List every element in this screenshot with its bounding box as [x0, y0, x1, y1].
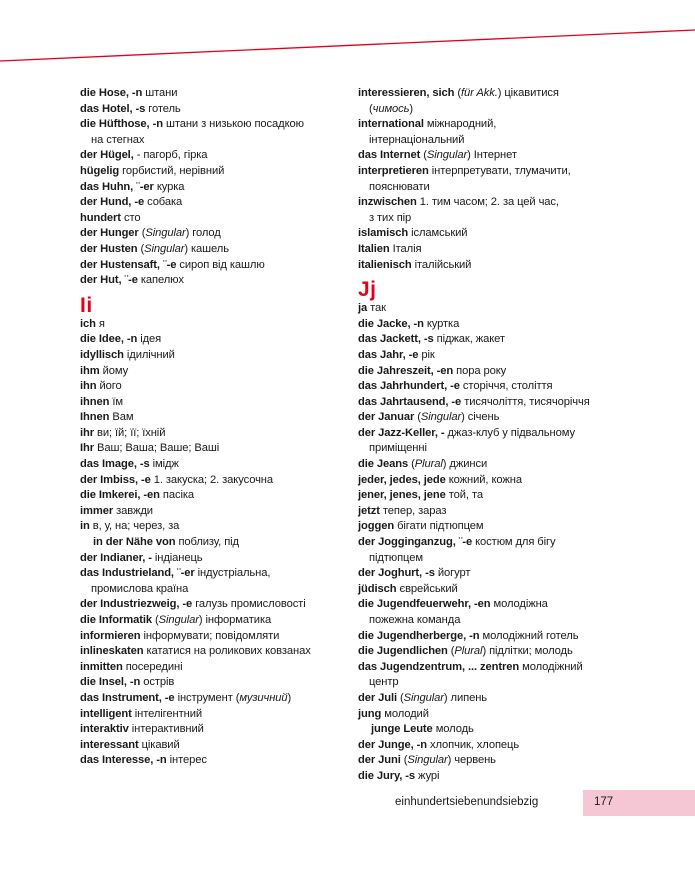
translation: (	[369, 102, 373, 115]
translation: Інтернет	[470, 149, 517, 162]
dictionary-entry	[80, 317, 352, 333]
dictionary-entry	[80, 364, 352, 380]
translation: бігати підтюпцем	[394, 520, 484, 533]
headword: die Hüfthose, -n	[80, 118, 163, 131]
paren: (	[454, 87, 461, 99]
entry-continuation	[358, 180, 658, 196]
entry-continuation	[80, 582, 352, 598]
headword: die Hose, -n	[80, 87, 143, 99]
headword: international	[358, 118, 424, 131]
headword: die Jugendlichen	[358, 645, 448, 658]
translation: 1. закуска; 2. закусочна	[150, 473, 273, 486]
headword: inmitten	[80, 660, 123, 673]
translation: піджак, жакет	[433, 333, 505, 346]
page-number-word: einhundertsiebenundsiebzig	[395, 796, 539, 808]
translation: інтерактивний	[128, 723, 204, 736]
letter-heading: Ii	[80, 293, 93, 317]
dictionary-entry	[80, 211, 352, 227]
dictionary-entry	[358, 410, 658, 426]
dictionary-entry	[358, 597, 658, 613]
entry-continuation	[358, 211, 658, 227]
headword: in	[80, 520, 90, 533]
translation: - пагорб, гірка	[133, 149, 208, 162]
paren: )	[443, 691, 448, 704]
translation: червень	[451, 754, 496, 767]
dictionary-entry	[358, 566, 658, 582]
grammar-note: Singular	[426, 149, 468, 162]
translation: на стегнах	[91, 133, 145, 146]
paren: (	[151, 614, 159, 626]
translation: журі	[415, 769, 440, 782]
headword: die Idee, -n	[80, 333, 138, 346]
headword: die Insel, -n	[80, 676, 141, 689]
headword: jener, jenes, jene	[358, 489, 446, 502]
translation: пасіка	[159, 489, 194, 502]
headword: das Jahrhundert, -e	[358, 380, 460, 393]
translation: готель	[145, 102, 181, 115]
grammar-note: Singular	[407, 754, 448, 767]
translation: молодь	[432, 723, 474, 736]
headword: intelligent	[80, 707, 132, 720]
dictionary-entry	[358, 504, 658, 520]
dictionary-entry	[80, 613, 352, 629]
dictionary-entry	[358, 660, 658, 676]
dictionary-entry	[80, 707, 352, 723]
paren: (	[447, 645, 455, 658]
translation: йому	[99, 364, 129, 377]
dictionary-entry	[358, 519, 658, 535]
headword: das Jugendzentrum, ... zentren	[358, 660, 520, 673]
translation: імідж	[149, 458, 179, 471]
headword: Ihr	[80, 442, 94, 455]
headword: interaktiv	[80, 723, 129, 736]
dictionary-entry	[358, 242, 658, 258]
translation: сироп від кашлю	[176, 258, 265, 271]
dictionary-entry	[80, 753, 352, 769]
translation: інформатика	[202, 614, 272, 626]
translation: штани з низькою посадкою	[162, 118, 304, 131]
headword: interessant	[80, 738, 139, 751]
headword: der Junge, -n	[358, 738, 427, 751]
headword: der Juni	[358, 754, 401, 767]
translation: я	[95, 317, 105, 330]
translation: посередині	[122, 660, 183, 673]
translation: 1. тим часом; 2. за цей час,	[416, 196, 559, 209]
translation: з тих пір	[369, 211, 412, 224]
translation: їм	[109, 395, 123, 408]
translation: ісламський	[408, 227, 468, 240]
headword: ihn	[80, 380, 97, 393]
dictionary-entry	[80, 629, 352, 645]
dictionary-entry	[80, 504, 352, 520]
dictionary-entry	[358, 348, 658, 364]
headword: Ihnen	[80, 411, 110, 424]
grammar-note: Plural	[414, 458, 443, 471]
paren: (	[420, 149, 427, 162]
dictionary-entry	[80, 148, 352, 164]
paren: )	[185, 227, 190, 240]
grammar-note: Singular	[144, 242, 185, 255]
dictionary-entry	[80, 691, 352, 707]
translation: молодіжний	[519, 660, 583, 673]
headword: in der Nähe von	[93, 536, 176, 549]
translation: пояснювати	[369, 180, 430, 193]
grammar-note: Singular	[158, 614, 199, 626]
dictionary-entry	[80, 180, 352, 196]
headword: Italien	[358, 242, 390, 255]
translation: галузь промисловості	[192, 598, 306, 611]
dictionary-entry	[358, 629, 658, 645]
headword: die Jugendherberge, -n	[358, 629, 480, 642]
translation: цікавий	[138, 738, 180, 751]
translation: пора року	[453, 364, 507, 377]
headword: hundert	[80, 211, 121, 224]
translation: інтерес	[166, 754, 207, 767]
translation: куртка	[423, 317, 460, 330]
headword: der Imbiss, -e	[80, 473, 151, 486]
headword: die Jeans	[358, 458, 409, 471]
dictionary-entry	[80, 410, 352, 426]
dictionary-entry	[80, 379, 352, 395]
dictionary-entry	[358, 473, 658, 489]
headword: der Hut, ¨-e	[80, 274, 138, 287]
translation: інтернаціональний	[369, 133, 465, 146]
headword: hügelig	[80, 164, 120, 177]
dictionary-entry	[358, 226, 658, 242]
dictionary-entry	[80, 441, 352, 457]
translation: інтерпретувати, тлумачити,	[428, 164, 571, 177]
translation: кататися на роликових ковзанах	[143, 645, 311, 658]
translation: інформувати; повідомляти	[140, 629, 280, 642]
dictionary-entry	[358, 148, 658, 164]
dictionary-entry	[80, 597, 352, 613]
dictionary-entry	[80, 488, 352, 504]
paren: )	[198, 614, 203, 626]
headword: das Jackett, -s	[358, 333, 434, 346]
dictionary-entry	[80, 519, 352, 535]
headword: das Industrieland, ¨-er	[80, 567, 195, 580]
paren: )	[482, 645, 487, 658]
translation: кожний, кожна	[445, 473, 522, 486]
paren: (	[397, 691, 404, 704]
dictionary-entry	[80, 164, 352, 180]
dictionary-entry	[80, 86, 352, 102]
dictionary-entry	[358, 395, 658, 411]
headword: die Jacke, -n	[358, 317, 424, 330]
translation: острів	[140, 676, 175, 689]
dictionary-entry	[80, 738, 352, 754]
headword: ihr	[80, 426, 94, 439]
translation: курка	[153, 180, 185, 193]
headword: joggen	[358, 520, 395, 533]
headword: der Januar	[358, 411, 415, 424]
translation: пожежна команда	[369, 614, 461, 626]
headword: die Jury, -s	[358, 769, 416, 782]
dictionary-entry	[358, 364, 658, 380]
translation: цікавитися	[501, 87, 559, 99]
paren: )	[461, 411, 465, 424]
dictionary-entry	[358, 195, 658, 211]
translation: йогурт	[434, 567, 471, 580]
translation: хлопчик, хлопець	[426, 738, 520, 751]
headword: das Instrument, -e	[80, 691, 175, 704]
dictionary-entry	[358, 769, 658, 785]
dictionary-entry	[358, 738, 658, 754]
dictionary-entry	[80, 258, 352, 274]
paren: )	[497, 87, 502, 99]
translation: костюм для бігу	[472, 536, 556, 549]
dictionary-entry	[80, 226, 352, 242]
headword: jetzt	[358, 504, 380, 517]
entry-continuation	[358, 133, 658, 149]
headword: junge Leute	[371, 723, 433, 736]
translation: індіанець	[151, 551, 203, 564]
decorative-red-line	[0, 0, 695, 62]
translation: завжди	[113, 504, 153, 517]
translation: тисячоліття, тисячоріччя	[461, 395, 590, 408]
translation: ідея	[137, 333, 162, 346]
paren: )	[442, 458, 447, 471]
headword: der Husten	[80, 242, 138, 255]
headword: immer	[80, 504, 114, 517]
translation: тепер, зараз	[379, 504, 447, 517]
headword: interpretieren	[358, 164, 429, 177]
usage-note: музичний	[239, 691, 288, 704]
dictionary-entry	[358, 582, 658, 598]
translation: італійський	[411, 258, 472, 271]
headword: der Hund, -e	[80, 196, 145, 209]
entry-continuation	[358, 441, 658, 457]
dictionary-entry	[80, 117, 352, 133]
translation: молодіжна	[490, 598, 548, 611]
translation: кашель	[187, 242, 229, 255]
translation: джаз-клуб у підвальному	[444, 426, 575, 439]
sub-entry	[358, 722, 658, 738]
dictionary-entry	[358, 707, 658, 723]
headword: italienisch	[358, 258, 412, 271]
sub-entry	[80, 535, 352, 551]
paren: (	[138, 227, 146, 240]
grammar-note: Singular	[420, 411, 462, 424]
grammar-note: Plural	[454, 645, 483, 658]
headword: ich	[80, 317, 96, 330]
dictionary-entry	[80, 722, 352, 738]
dictionary-entry	[358, 535, 658, 551]
dictionary-entry	[80, 473, 352, 489]
paren: (	[400, 754, 408, 767]
translation: інтелігентний	[131, 707, 203, 720]
dictionary-entry	[358, 301, 658, 317]
headword: der Jogginganzug, ¨-e	[358, 536, 473, 549]
dictionary-entry	[358, 86, 658, 102]
usage-note: чимось	[372, 102, 410, 115]
translation: собака	[144, 196, 183, 209]
dictionary-entry	[80, 551, 352, 567]
grammar-note: Singular	[145, 227, 186, 240]
headword: jung	[358, 707, 382, 720]
translation: січень	[464, 411, 500, 424]
dictionary-entry	[80, 195, 352, 211]
headword: der Indianer, -	[80, 551, 152, 564]
dictionary-entry	[80, 675, 352, 691]
translation: міжнародний,	[423, 118, 497, 131]
headword: das Internet	[358, 149, 421, 162]
dictionary-entry	[358, 457, 658, 473]
headword: die Informatik	[80, 614, 152, 626]
translation: Ваш; Ваша; Ваше; Ваші	[94, 442, 220, 455]
entry-continuation	[358, 613, 658, 629]
headword: der Hügel,	[80, 149, 134, 162]
headword: das Jahrtausend, -e	[358, 395, 462, 408]
headword: inzwischen	[358, 196, 417, 209]
translation: центр	[369, 676, 399, 689]
dictionary-entry	[80, 395, 352, 411]
translation: промислова країна	[91, 582, 189, 595]
dictionary-entry	[80, 273, 352, 289]
headword: informieren	[80, 629, 141, 642]
dictionary-entry	[358, 258, 658, 274]
paren: )	[184, 242, 188, 255]
dictionary-entry	[80, 660, 352, 676]
dictionary-entry	[358, 753, 658, 769]
paren: (	[408, 458, 415, 471]
dictionary-entry	[358, 164, 658, 180]
translation: голод	[189, 227, 221, 240]
right-column	[358, 86, 658, 785]
headword: ihm	[80, 364, 100, 377]
translation: в, у, на; через, за	[89, 520, 180, 533]
headword: jeder, jedes, jede	[358, 473, 446, 486]
translation: Вам	[109, 411, 134, 424]
headword: der Hunger	[80, 227, 139, 240]
page-number: 177	[594, 796, 614, 808]
translation: штани	[142, 87, 178, 99]
dictionary-entry	[80, 332, 352, 348]
headword: jüdisch	[358, 582, 397, 595]
dictionary-entry	[80, 644, 352, 660]
translation: джинси	[446, 458, 488, 471]
translation: приміщенні	[369, 442, 427, 455]
translation: ви; їй; її; їхній	[94, 426, 166, 439]
headword: die Jahreszeit, -en	[358, 364, 454, 377]
entry-continuation	[80, 133, 352, 149]
paren: (	[414, 411, 421, 424]
dictionary-entry	[80, 348, 352, 364]
headword: das Hotel, -s	[80, 102, 146, 115]
grammar-note: für Akk.	[461, 87, 498, 99]
headword: das Image, -s	[80, 458, 150, 471]
headword: der Industriezweig, -e	[80, 598, 193, 611]
dictionary-entry	[80, 426, 352, 442]
translation: інструмент (	[174, 691, 240, 704]
headword: der Hustensaft, ¨-e	[80, 258, 177, 271]
translation: ідилічний	[123, 348, 175, 361]
entry-continuation	[358, 102, 658, 118]
headword: der Joghurt, -s	[358, 567, 435, 580]
translation: молодий	[381, 707, 429, 720]
translation: його	[96, 380, 122, 393]
translation: липень	[447, 691, 488, 704]
translation: сторіччя, століття	[459, 380, 553, 393]
headword: ihnen	[80, 395, 110, 408]
headword: islamisch	[358, 227, 409, 240]
entry-continuation	[358, 551, 658, 567]
dictionary-entry	[358, 644, 658, 660]
translation: підтюпцем	[369, 551, 423, 564]
paren: )	[287, 691, 292, 704]
headword: das Interesse, -n	[80, 754, 167, 767]
dictionary-entry	[358, 488, 658, 504]
translation: горбистий, нерівний	[119, 164, 225, 177]
entry-continuation	[358, 675, 658, 691]
dictionary-entry	[80, 566, 352, 582]
headword: ja	[358, 302, 368, 315]
translation: Італія	[389, 242, 422, 255]
translation: сто	[120, 211, 141, 224]
headword: idyllisch	[80, 348, 124, 361]
dictionary-entry	[80, 242, 352, 258]
headword: die Jugendfeuerwehr, -en	[358, 598, 491, 611]
dictionary-entry	[358, 332, 658, 348]
translation: так	[367, 302, 386, 315]
left-column	[80, 86, 352, 769]
headword: die Imkerei, -en	[80, 489, 160, 502]
dictionary-entry	[358, 379, 658, 395]
paren: )	[467, 149, 471, 162]
dictionary-entry	[358, 117, 658, 133]
headword: inlineskaten	[80, 645, 144, 658]
paren: )	[447, 754, 452, 767]
headword: der Juli	[358, 691, 397, 704]
dictionary-entry	[80, 457, 352, 473]
grammar-note: Singular	[403, 691, 444, 704]
translation: рік	[418, 348, 435, 361]
dictionary-entry	[358, 317, 658, 333]
dictionary-entry	[80, 102, 352, 118]
paren: (	[137, 242, 145, 255]
headword: interessieren, sich	[358, 87, 455, 99]
headword: der Jazz-Keller, -	[358, 426, 445, 439]
headword: das Huhn, ¨-er	[80, 180, 154, 193]
paren: )	[409, 102, 414, 115]
dictionary-entry	[358, 426, 658, 442]
translation: той, та	[445, 489, 483, 502]
dictionary-entry	[358, 691, 658, 707]
translation: капелюх	[137, 274, 184, 287]
letter-heading: Jj	[358, 278, 377, 302]
translation: поблизу, під	[175, 536, 239, 549]
translation: підлітки; молодь	[486, 645, 573, 658]
translation: індустріальна,	[194, 567, 271, 580]
translation: єврейський	[396, 582, 458, 595]
translation: молодіжний готель	[479, 629, 579, 642]
headword: das Jahr, -e	[358, 348, 419, 361]
